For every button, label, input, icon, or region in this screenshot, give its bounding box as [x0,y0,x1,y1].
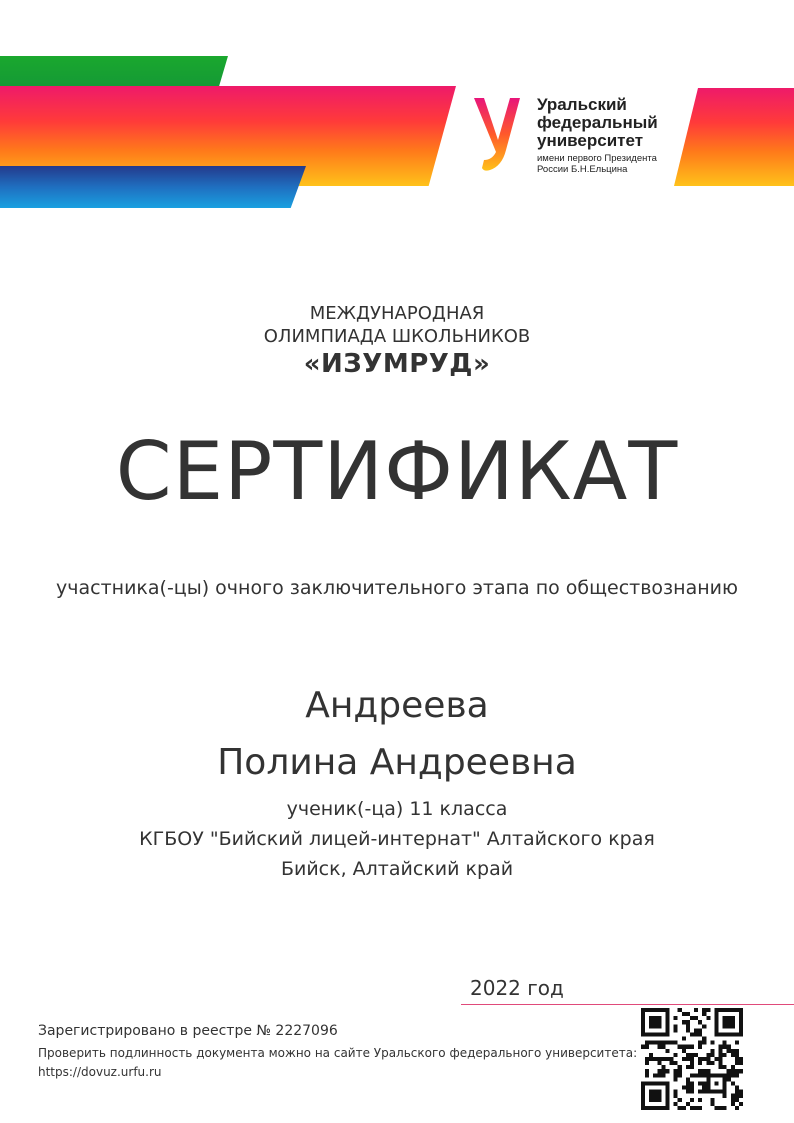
olympiad-name: «ИЗУМРУД» [303,349,491,379]
header-stripe-blue [0,166,306,208]
participant-city: Бийск, Алтайский край [280,858,514,880]
certificate-year: 2022 год [470,976,564,1000]
year-divider [461,1004,794,1005]
certificate-title: СЕРТИФИКАТ [115,425,679,518]
logo-text-line2: федеральный [537,113,658,132]
participant-school: КГБОУ "Бийский лицей-интернат" Алтайского края [139,828,655,850]
certificate-stage: участника(-цы) очного заключительного этапа по обществознанию [56,577,738,599]
registry-number: Зарегистрировано в реестре № 2227096 [38,1023,338,1039]
olympiad-line1: МЕЖДУНАРОДНАЯ [309,303,485,324]
participant-grade: ученик(-ца) 11 класса [286,798,508,820]
urfu-logo-icon [470,94,526,176]
logo-subtitle-line2: России Б.Н.Ельцина [537,164,628,175]
logo-subtitle-line1: имени первого Президента [537,153,657,164]
participant-surname: Андреева [305,685,489,726]
verification-link[interactable]: https://dovuz.urfu.ru [38,1065,162,1079]
participant-given-names: Полина Андреевна [217,742,577,783]
header-stripe-right [674,88,794,186]
logo-text-line1: Уральский [537,95,627,114]
verification-note: Проверить подлинность документа можно на сайте Уральского федерального университета: [38,1046,638,1060]
logo-text-line3: университет [537,131,644,150]
qr-code-icon[interactable] [641,1008,743,1110]
olympiad-line2: ОЛИМПИАДА ШКОЛЬНИКОВ [263,326,531,347]
